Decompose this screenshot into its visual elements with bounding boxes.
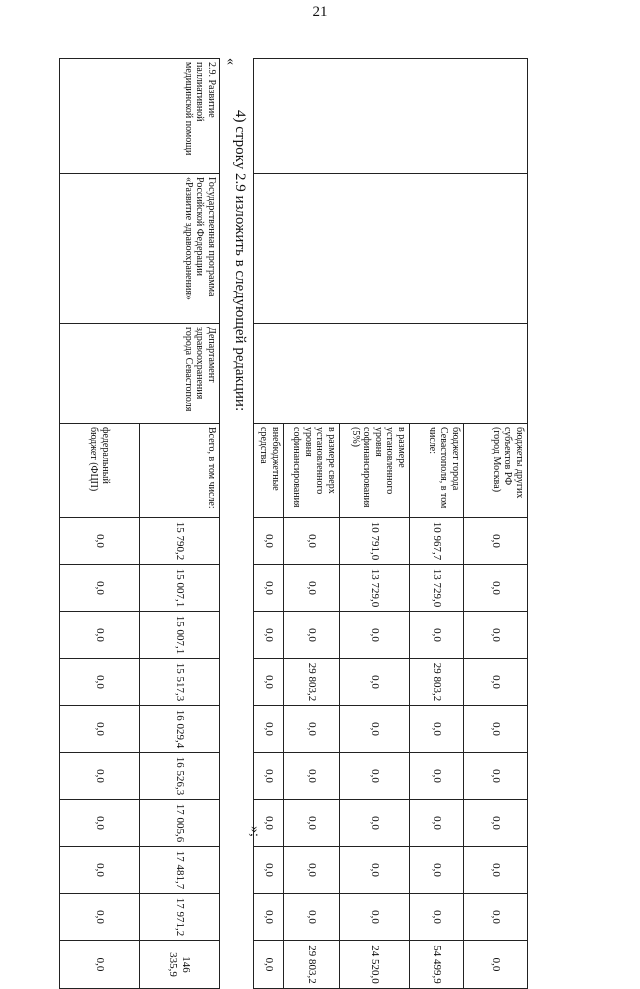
budget-table-continuation xyxy=(253,58,528,989)
value-cell: 0,0 xyxy=(464,753,528,800)
value-cell: 0,0 xyxy=(284,706,340,753)
value-cell: 0,0 xyxy=(284,894,340,941)
value-cell: 0,0 xyxy=(254,518,284,565)
value-cell: 0,0 xyxy=(254,612,284,659)
value-cell: 0,0 xyxy=(410,753,464,800)
value-cell: 0,0 xyxy=(464,941,528,989)
value-cell: 17 971,2 xyxy=(140,894,220,941)
value-cell: 15 007,1 xyxy=(140,565,220,612)
value-cell: 0,0 xyxy=(60,565,140,612)
value-cell: 0,0 xyxy=(284,612,340,659)
source-label-cell: бюджеты других субъектов РФ (город Москва) xyxy=(464,424,528,518)
value-cell: 0,0 xyxy=(254,659,284,706)
value-cell: 146 335,9 xyxy=(140,941,220,989)
value-cell: 0,0 xyxy=(284,847,340,894)
value-cell: 0,0 xyxy=(60,612,140,659)
table-row xyxy=(464,59,528,989)
row-code-cell xyxy=(254,59,528,174)
value-cell: 24 520,0 xyxy=(340,941,410,989)
program-cell xyxy=(254,174,528,324)
value-cell: 0,0 xyxy=(340,753,410,800)
value-cell: 0,0 xyxy=(340,659,410,706)
value-cell: 0,0 xyxy=(284,800,340,847)
source-label-cell: Всего, в том числе: xyxy=(140,424,220,518)
value-cell: 0,0 xyxy=(464,847,528,894)
value-cell: 0,0 xyxy=(60,941,140,989)
value-cell: 29 803,2 xyxy=(284,941,340,989)
value-cell: 0,0 xyxy=(340,894,410,941)
source-label-cell: федеральный бюджет (ФЦП) xyxy=(60,424,140,518)
value-cell: 0,0 xyxy=(254,753,284,800)
value-cell: 0,0 xyxy=(60,706,140,753)
section-heading: 4) строку 2.9 изложить в следующей редакции: xyxy=(232,110,248,412)
value-cell: 0,0 xyxy=(284,753,340,800)
value-cell: 0,0 xyxy=(254,800,284,847)
value-cell: 0,0 xyxy=(60,659,140,706)
value-cell: 0,0 xyxy=(410,894,464,941)
program-cell: Государственная программа Российской Федерации «Развитие здравоохранения» xyxy=(60,174,220,324)
value-cell: 0,0 xyxy=(60,847,140,894)
value-cell: 10 967,7 xyxy=(410,518,464,565)
value-cell: 0,0 xyxy=(254,706,284,753)
value-cell: 15 007,1 xyxy=(140,612,220,659)
open-quote: « xyxy=(223,58,238,65)
page-number: 21 xyxy=(312,4,328,20)
value-cell: 0,0 xyxy=(60,894,140,941)
value-cell: 0,0 xyxy=(340,800,410,847)
value-cell: 0,0 xyxy=(60,800,140,847)
value-cell: 0,0 xyxy=(464,800,528,847)
value-cell: 0,0 xyxy=(410,800,464,847)
source-label-cell: в размере сверх установленного уровня софинансирования xyxy=(284,424,340,518)
table-row xyxy=(140,59,220,989)
value-cell: 13 729,0 xyxy=(340,565,410,612)
value-cell: 0,0 xyxy=(464,565,528,612)
value-cell: 16 526,3 xyxy=(140,753,220,800)
value-cell: 0,0 xyxy=(340,847,410,894)
value-cell: 15 790,2 xyxy=(140,518,220,565)
value-cell: 0,0 xyxy=(284,565,340,612)
row-code-cell: 2.9. Развитие паллиативной медицинской помощи xyxy=(60,59,220,174)
close-quote: »; xyxy=(247,826,262,837)
value-cell: 0,0 xyxy=(254,894,284,941)
executor-cell xyxy=(254,324,528,424)
source-label-cell: в размере установленного уровня софинансирования (5%) xyxy=(340,424,410,518)
source-label-cell: бюджет города Севастополя, в том числе: xyxy=(410,424,464,518)
value-cell: 0,0 xyxy=(464,518,528,565)
value-cell: 0,0 xyxy=(464,612,528,659)
value-cell: 0,0 xyxy=(464,706,528,753)
value-cell: 17 481,7 xyxy=(140,847,220,894)
value-cell: 0,0 xyxy=(464,894,528,941)
value-cell: 0,0 xyxy=(340,706,410,753)
value-cell: 0,0 xyxy=(410,612,464,659)
value-cell: 0,0 xyxy=(284,518,340,565)
executor-cell: Департамент здравоохранения города Севастополя xyxy=(60,324,220,424)
value-cell: 0,0 xyxy=(60,753,140,800)
value-cell: 0,0 xyxy=(254,565,284,612)
value-cell: 16 029,4 xyxy=(140,706,220,753)
value-cell: 29 803,2 xyxy=(284,659,340,706)
value-cell: 0,0 xyxy=(60,518,140,565)
value-cell: 54 499,9 xyxy=(410,941,464,989)
value-cell: 0,0 xyxy=(340,612,410,659)
value-cell: 0,0 xyxy=(254,941,284,989)
value-cell: 0,0 xyxy=(410,706,464,753)
value-cell: 10 791,0 xyxy=(340,518,410,565)
value-cell: 0,0 xyxy=(254,847,284,894)
source-label-cell: внебюджетные средства xyxy=(254,424,284,518)
value-cell: 0,0 xyxy=(410,847,464,894)
value-cell: 0,0 xyxy=(464,659,528,706)
value-cell: 15 517,3 xyxy=(140,659,220,706)
budget-table-row-2-9 xyxy=(59,58,220,989)
value-cell: 29 803,2 xyxy=(410,659,464,706)
value-cell: 13 729,0 xyxy=(410,565,464,612)
value-cell: 17 005,6 xyxy=(140,800,220,847)
